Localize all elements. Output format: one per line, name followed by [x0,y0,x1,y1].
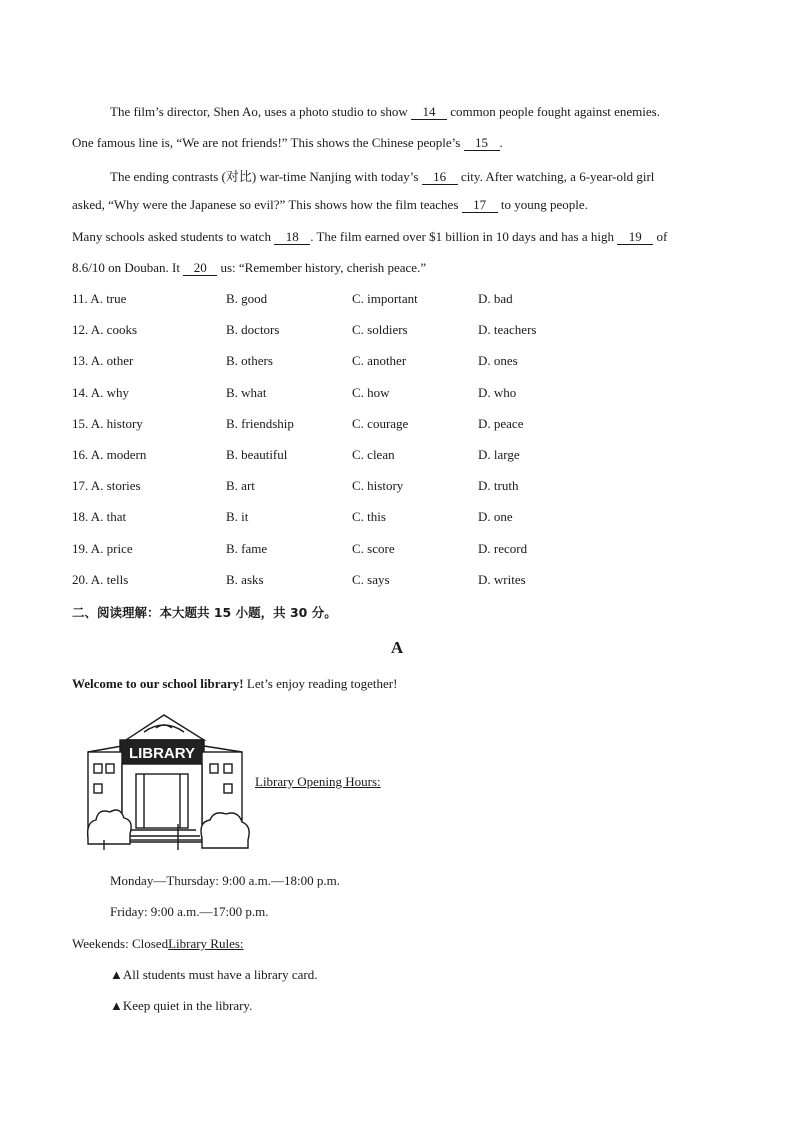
option: D. who [478,384,517,400]
passage-text: Many schools asked students to watch [72,229,271,244]
part-label: A [390,638,404,657]
option: 16. A. modern [72,446,147,462]
option: B. others [226,353,273,369]
passage-text: One famous line is, “We are not friends!” This shows the Chinese people’s [72,135,461,150]
option: C. courage [352,415,409,431]
option-row [72,509,732,540]
option: C. important [352,291,418,306]
option-row [72,291,732,322]
passage-line-3 [110,166,654,185]
option: B. art [226,478,255,494]
blank-15: 15 [464,136,500,151]
hours-weekends: Weekends: Closed [72,936,169,951]
passage-text: The ending contrasts (对比) war-time Nanjing with today’s [110,169,419,184]
passage-line-6 [72,260,426,276]
welcome-line [72,676,397,692]
hours-friday: Friday: 9:00 a.m.—17:00 p.m. [110,904,269,919]
passage-line-2 [72,135,503,151]
passage-text: asked, “Why were the Japanese so evil?” This shows how the film teaches [72,197,459,212]
blank-17: 17 [462,198,498,213]
option: C. this [352,509,386,525]
option: C. history [352,478,404,494]
option: 17. A. stories [72,478,141,494]
hours-weekdays: Monday—Thursday: 9:00 a.m.—18:00 p.m. [110,873,341,888]
option: B. asks [226,571,264,587]
passage-text: The film’s director, Shen Ao, uses a photo studio to show [110,104,408,119]
option: C. how [352,384,390,400]
option-row [72,322,732,353]
welcome-rest: Let’s enjoy reading together! [243,676,398,691]
weekends-line [72,936,244,952]
blank-14: 14 [411,105,447,120]
option: B. it [226,509,249,525]
blank-20: 20 [183,261,217,276]
option: C. score [352,540,395,556]
option-row [72,541,732,572]
rule-2: ▲Keep quiet in the library. [110,998,253,1013]
option: B. good [226,291,268,306]
option: 18. A. that [72,509,127,525]
library-building-image [84,712,252,854]
option: D. record [478,540,528,556]
library-sign: LIBRARY [128,745,196,762]
option: B. friendship [226,415,294,431]
option: 12. A. cooks [72,322,137,338]
passage-line-1 [110,104,660,120]
option-row [72,447,732,478]
passage-text: 8.6/10 on Douban. It [72,260,180,275]
option-row [72,416,732,447]
option: B. what [226,384,267,400]
rules-title: Library Rules: [168,936,244,951]
option: 14. A. why [72,384,130,400]
blank-19: 19 [617,230,653,245]
welcome-bold: Welcome to our school library! [72,676,244,691]
option: 13. A. other [72,353,134,369]
option: C. soldiers [352,322,408,338]
option: D. one [478,509,513,525]
option-row [72,385,732,416]
section-heading: 二、阅读理解：本大题共 15 小题，共 30 分。 [72,605,337,620]
option: 15. A. history [72,415,143,431]
option-row [72,572,732,603]
passage-text: city. After watching, a 6-year-old girl [460,169,655,184]
passage-line-5 [72,229,667,245]
passage-text: . [499,135,503,150]
option: 19. A. price [72,540,133,556]
option: D. bad [478,291,513,306]
passage-text: us: “Remember history, cherish peace.” [220,260,427,275]
option: B. fame [226,540,268,556]
blank-18: 18 [274,230,310,245]
option: 20. A. tells [72,571,129,587]
option: D. large [478,446,520,462]
option: C. clean [352,446,395,462]
option: 11. A. true [72,291,127,306]
option: D. writes [478,571,526,587]
passage-text: common people fought against enemies. [450,104,660,119]
options-list [72,291,732,603]
option-row [72,353,732,384]
option: C. another [352,353,407,369]
passage-text: of [656,229,668,244]
rule-1: ▲All students must have a library card. [110,967,318,982]
option: D. truth [478,478,519,494]
option-row [72,478,732,509]
option: B. beautiful [226,446,288,462]
passage-text: . The film earned over $1 billion in 10 days and has a high [310,229,614,244]
option: D. peace [478,415,524,431]
option: D. teachers [478,322,537,338]
option: D. ones [478,353,518,369]
passage-line-4 [72,197,588,213]
option: C. says [352,571,390,587]
blank-16: 16 [422,170,458,185]
hours-title: Library Opening Hours: [255,774,381,789]
passage-text: to young people. [500,197,588,212]
option: B. doctors [226,322,280,338]
